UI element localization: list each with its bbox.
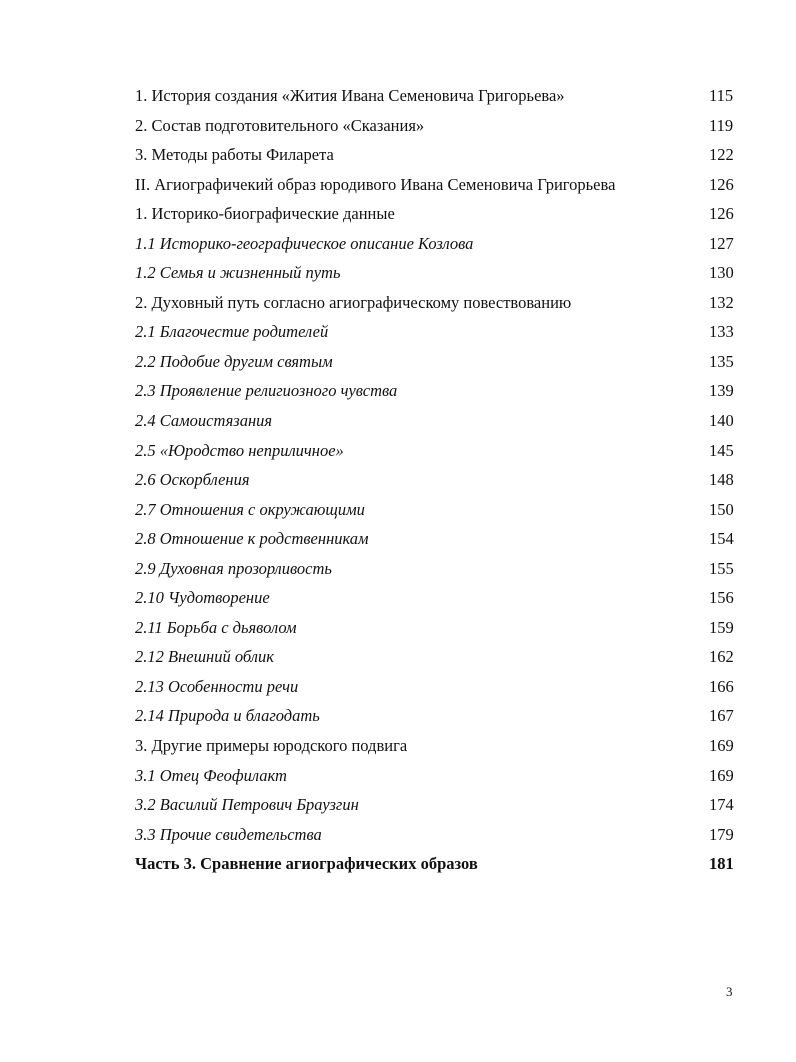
table-of-contents bbox=[135, 81, 739, 879]
toc-entry-page: 133 bbox=[709, 322, 734, 342]
toc-entry-title: II. Агиографичекий образ юродивого Ивана Семеновича Григорьева bbox=[135, 174, 616, 194]
toc-entry-page: 181 bbox=[709, 854, 734, 874]
toc-entry-title: 2.11 Борьба с дьяволом bbox=[135, 617, 297, 637]
toc-entry bbox=[135, 761, 739, 791]
toc-entry bbox=[135, 849, 739, 879]
toc-entry-title: 2.4 Самоистязания bbox=[135, 411, 273, 431]
toc-entry-title: 2. Состав подготовительного «Сказания» bbox=[135, 115, 425, 135]
toc-entry-title: 2.13 Особенности речи bbox=[135, 676, 299, 696]
toc-entry bbox=[135, 672, 739, 702]
toc-entry bbox=[135, 613, 739, 643]
toc-entry-page: 145 bbox=[709, 440, 734, 460]
toc-entry-title: 2.10 Чудотворение bbox=[135, 588, 270, 608]
toc-entry bbox=[135, 465, 739, 495]
toc-entry-page: 126 bbox=[709, 204, 734, 224]
toc-entry bbox=[135, 170, 739, 200]
page-number: 3 bbox=[726, 984, 733, 999]
toc-entry-page: 132 bbox=[709, 292, 734, 312]
toc-entry-page: 167 bbox=[709, 706, 734, 726]
toc-entry-title: 2.5 «Юродство неприличное» bbox=[135, 440, 344, 460]
toc-entry-title: 2.9 Духовная прозорливость bbox=[135, 558, 332, 578]
toc-entry bbox=[135, 436, 739, 466]
toc-entry-page: 155 bbox=[709, 558, 734, 578]
toc-entry-page: 148 bbox=[709, 470, 734, 490]
toc-entry bbox=[135, 111, 739, 141]
toc-entry-title: 3. Другие примеры юродского подвига bbox=[135, 736, 408, 756]
toc-entry-page: 156 bbox=[709, 588, 734, 608]
toc-entry-title: 3.1 Отец Феофилакт bbox=[135, 765, 287, 785]
toc-entry bbox=[135, 642, 739, 672]
toc-entry bbox=[135, 583, 739, 613]
toc-entry-title: 2.6 Оскорбления bbox=[135, 470, 250, 490]
toc-entry-title: 3.2 Василий Петрович Браузгин bbox=[135, 795, 359, 815]
toc-entry bbox=[135, 701, 739, 731]
toc-entry bbox=[135, 554, 739, 584]
toc-entry-page: 169 bbox=[709, 765, 734, 785]
toc-entry-title: 3.3 Прочие свидетельства bbox=[135, 824, 322, 844]
toc-entry bbox=[135, 731, 739, 761]
toc-entry-page: 127 bbox=[709, 233, 734, 253]
toc-entry-page: 179 bbox=[709, 824, 734, 844]
toc-entry-title: 2.1 Благочестие родителей bbox=[135, 322, 329, 342]
toc-entry bbox=[135, 81, 739, 111]
toc-entry-page: 130 bbox=[709, 263, 734, 283]
toc-entry-page: 169 bbox=[709, 736, 734, 756]
toc-entry-title: 2.14 Природа и благодать bbox=[135, 706, 320, 726]
toc-entry-title: 1. История создания «Жития Ивана Семеновича Григорьева» bbox=[135, 86, 565, 105]
toc-entry bbox=[135, 524, 739, 554]
toc-entry-page: 150 bbox=[709, 499, 734, 519]
toc-entry bbox=[135, 406, 739, 436]
toc-entry-page: 119 bbox=[709, 115, 734, 135]
toc-entry bbox=[135, 317, 739, 347]
toc-entry-title: 1.2 Семья и жизненный путь bbox=[135, 263, 341, 283]
toc-entry-page: 140 bbox=[709, 411, 734, 431]
toc-entry bbox=[135, 495, 739, 525]
toc-entry-title: 2.3 Проявление религиозного чувства bbox=[135, 381, 398, 401]
toc-entry-page: 154 bbox=[709, 529, 734, 549]
toc-entry-page: 162 bbox=[709, 647, 734, 667]
toc-entry-title: 3. Методы работы Филарета bbox=[135, 145, 334, 165]
toc-entry-title: 2.2 Подобие другим святым bbox=[135, 351, 333, 371]
toc-entry-title: 1.1 Историко-географическое описание Козлова bbox=[135, 233, 474, 253]
toc-entry-page: 122 bbox=[709, 145, 734, 165]
toc-entry-title: Часть 3. Сравнение агиографических образов bbox=[135, 854, 478, 874]
toc-entry bbox=[135, 199, 739, 229]
toc-entry bbox=[135, 376, 739, 406]
toc-entry-title: 2.12 Внешний облик bbox=[135, 647, 274, 667]
toc-entry-page: 115 bbox=[709, 86, 734, 105]
toc-entry-title: 2.8 Отношение к родственникам bbox=[135, 529, 369, 549]
toc-entry bbox=[135, 347, 739, 377]
toc-entry-page: 174 bbox=[709, 795, 734, 815]
toc-entry-page: 166 bbox=[709, 676, 734, 696]
toc-entry-page: 135 bbox=[709, 351, 734, 371]
toc-entry bbox=[135, 229, 739, 259]
toc-entry bbox=[135, 820, 739, 850]
toc-entry-page: 126 bbox=[709, 174, 734, 194]
toc-entry-page: 139 bbox=[709, 381, 734, 401]
toc-entry bbox=[135, 790, 739, 820]
toc-entry-title: 2. Духовный путь согласно агиографическому повествованию bbox=[135, 292, 572, 312]
toc-entry bbox=[135, 288, 739, 318]
toc-entry-title: 1. Историко-биографические данные bbox=[135, 204, 395, 224]
toc-entry-page: 159 bbox=[709, 617, 734, 637]
toc-entry bbox=[135, 140, 739, 170]
toc-entry bbox=[135, 258, 739, 288]
toc-entry-title: 2.7 Отношения с окружающими bbox=[135, 499, 365, 519]
